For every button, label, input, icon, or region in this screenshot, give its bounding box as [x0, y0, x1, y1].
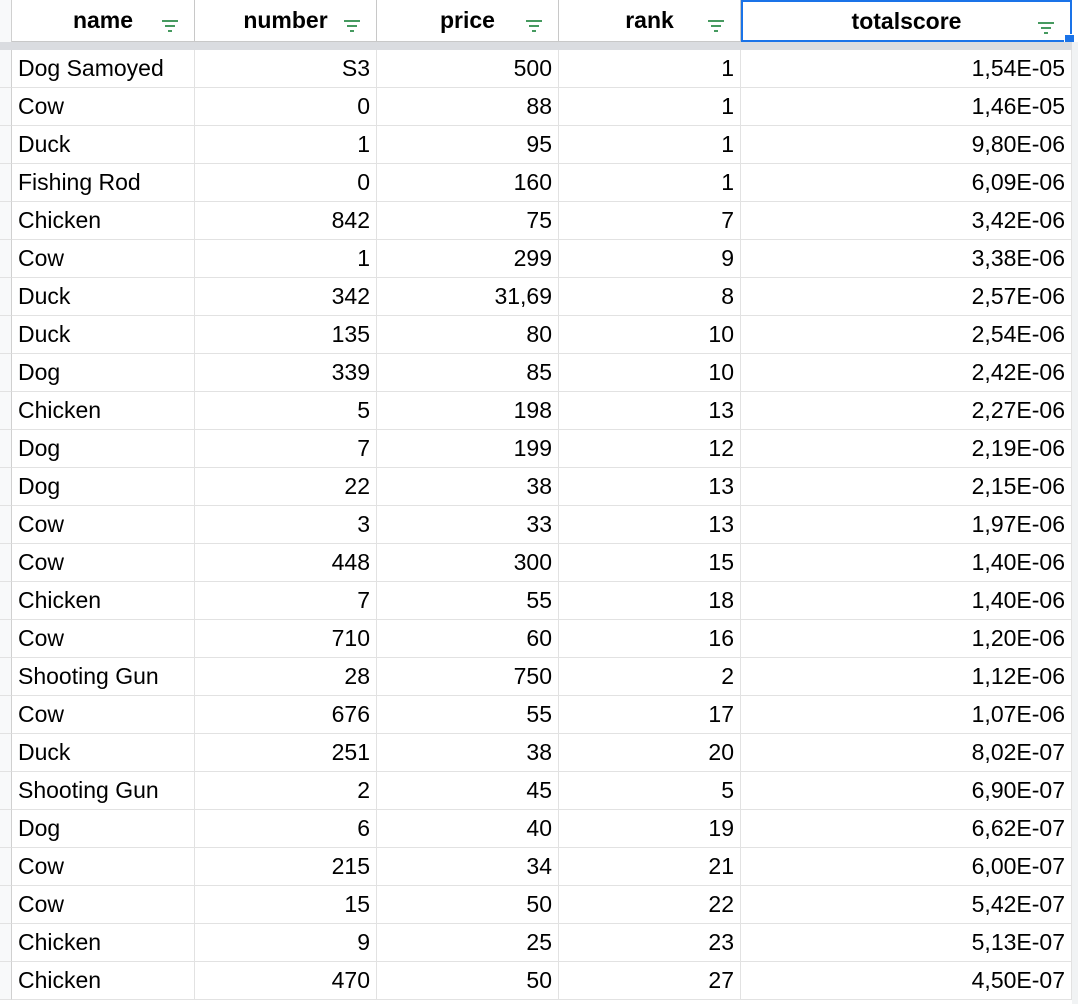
- row-header[interactable]: [0, 468, 12, 506]
- table-row: [0, 506, 1078, 544]
- column-header-totalscore[interactable]: [741, 0, 1072, 42]
- row-header[interactable]: [0, 582, 12, 620]
- table-row: [0, 544, 1078, 582]
- table-row: [0, 734, 1078, 772]
- cell-price[interactable]: 88: [377, 88, 559, 126]
- cell-name[interactable]: Duck: [12, 126, 195, 164]
- cell-price[interactable]: 45: [377, 772, 559, 810]
- table-row: [0, 962, 1078, 1000]
- filter-icon[interactable]: [342, 13, 362, 29]
- table-row: [0, 658, 1078, 696]
- row-header[interactable]: [0, 392, 12, 430]
- cell-price[interactable]: 55: [377, 582, 559, 620]
- cell-rank[interactable]: 1: [559, 126, 741, 164]
- cell-name[interactable]: Chicken: [12, 202, 195, 240]
- cell-number[interactable]: 2: [195, 772, 377, 810]
- table-row: [0, 126, 1078, 164]
- cell-rank[interactable]: 22: [559, 886, 741, 924]
- cell-number[interactable]: 0: [195, 164, 377, 202]
- table-row: [0, 430, 1078, 468]
- cell-name[interactable]: Chicken: [12, 392, 195, 430]
- cell-totalscore[interactable]: 1,07E-06: [741, 696, 1072, 734]
- cell-totalscore[interactable]: 1,46E-05: [741, 88, 1072, 126]
- cell-rank[interactable]: 12: [559, 430, 741, 468]
- column-header-number[interactable]: [195, 0, 377, 42]
- column-header-rank[interactable]: [559, 0, 741, 42]
- cell-number[interactable]: 339: [195, 354, 377, 392]
- column-header-label: price: [440, 7, 495, 33]
- cell-rank[interactable]: 10: [559, 316, 741, 354]
- cell-number[interactable]: 0: [195, 88, 377, 126]
- cell-totalscore[interactable]: 9,80E-06: [741, 126, 1072, 164]
- cell-number[interactable]: 1: [195, 126, 377, 164]
- cell-rank[interactable]: 1: [559, 88, 741, 126]
- cell-price[interactable]: 38: [377, 734, 559, 772]
- cell-rank[interactable]: 19: [559, 810, 741, 848]
- cell-rank[interactable]: 13: [559, 392, 741, 430]
- cell-number[interactable]: 22: [195, 468, 377, 506]
- cell-number[interactable]: 448: [195, 544, 377, 582]
- cell-number[interactable]: 470: [195, 962, 377, 1000]
- row-header[interactable]: [0, 126, 12, 164]
- cell-number[interactable]: 3: [195, 506, 377, 544]
- cell-price[interactable]: 34: [377, 848, 559, 886]
- cell-number[interactable]: 28: [195, 658, 377, 696]
- table-row: [0, 392, 1078, 430]
- cell-number[interactable]: 135: [195, 316, 377, 354]
- cell-rank[interactable]: 9: [559, 240, 741, 278]
- cell-name[interactable]: Cow: [12, 506, 195, 544]
- table-row: [0, 240, 1078, 278]
- table-row: [0, 848, 1078, 886]
- filter-icon[interactable]: [524, 13, 544, 29]
- cell-name[interactable]: Dog Samoyed: [12, 50, 195, 88]
- cell-name[interactable]: Dog: [12, 468, 195, 506]
- row-header-corner[interactable]: [0, 0, 12, 42]
- cell-rank[interactable]: 20: [559, 734, 741, 772]
- row-header[interactable]: [0, 202, 12, 240]
- cell-totalscore[interactable]: 6,00E-07: [741, 848, 1072, 886]
- row-header[interactable]: [0, 430, 12, 468]
- cell-totalscore[interactable]: 1,54E-05: [741, 50, 1072, 88]
- cell-totalscore[interactable]: 2,15E-06: [741, 468, 1072, 506]
- table-row: [0, 772, 1078, 810]
- cell-price[interactable]: 80: [377, 316, 559, 354]
- table-row: [0, 202, 1078, 240]
- cell-rank[interactable]: 8: [559, 278, 741, 316]
- cell-rank[interactable]: 5: [559, 772, 741, 810]
- cell-rank[interactable]: 16: [559, 620, 741, 658]
- cell-price[interactable]: 198: [377, 392, 559, 430]
- row-header[interactable]: [0, 164, 12, 202]
- filter-icon[interactable]: [706, 13, 726, 29]
- cell-rank[interactable]: 15: [559, 544, 741, 582]
- cell-rank[interactable]: 1: [559, 164, 741, 202]
- cell-totalscore[interactable]: 1,20E-06: [741, 620, 1072, 658]
- table-row: [0, 582, 1078, 620]
- cell-name[interactable]: Cow: [12, 544, 195, 582]
- row-header[interactable]: [0, 506, 12, 544]
- cell-name[interactable]: Dog: [12, 354, 195, 392]
- cell-name[interactable]: Dog: [12, 810, 195, 848]
- row-header[interactable]: [0, 278, 12, 316]
- row-header[interactable]: [0, 810, 12, 848]
- cell-totalscore[interactable]: 2,57E-06: [741, 278, 1072, 316]
- data-rows: [0, 50, 1078, 1000]
- table-row: [0, 50, 1078, 88]
- cell-number[interactable]: 251: [195, 734, 377, 772]
- cell-price[interactable]: 85: [377, 354, 559, 392]
- cell-totalscore[interactable]: 2,27E-06: [741, 392, 1072, 430]
- cell-price[interactable]: 95: [377, 126, 559, 164]
- cell-totalscore[interactable]: 8,02E-07: [741, 734, 1072, 772]
- frozen-row-divider[interactable]: [0, 42, 1078, 50]
- filter-icon[interactable]: [160, 13, 180, 29]
- cell-name[interactable]: Duck: [12, 734, 195, 772]
- cell-totalscore[interactable]: 6,90E-07: [741, 772, 1072, 810]
- cell-number[interactable]: 6: [195, 810, 377, 848]
- row-header[interactable]: [0, 658, 12, 696]
- column-header-price[interactable]: [377, 0, 559, 42]
- cell-price[interactable]: 50: [377, 962, 559, 1000]
- cell-price[interactable]: 75: [377, 202, 559, 240]
- table-row: [0, 88, 1078, 126]
- column-header-label: totalscore: [851, 7, 962, 34]
- row-header[interactable]: [0, 240, 12, 278]
- cell-price[interactable]: 160: [377, 164, 559, 202]
- row-header[interactable]: [0, 772, 12, 810]
- cell-price[interactable]: 500: [377, 50, 559, 88]
- cell-rank[interactable]: 2: [559, 658, 741, 696]
- cell-price[interactable]: 33: [377, 506, 559, 544]
- row-header[interactable]: [0, 620, 12, 658]
- cell-price[interactable]: 40: [377, 810, 559, 848]
- cell-price[interactable]: 55: [377, 696, 559, 734]
- table-row: [0, 164, 1078, 202]
- cell-rank[interactable]: 18: [559, 582, 741, 620]
- filter-icon[interactable]: [1036, 15, 1056, 31]
- cell-name[interactable]: Chicken: [12, 962, 195, 1000]
- cell-totalscore[interactable]: 2,19E-06: [741, 430, 1072, 468]
- cell-rank[interactable]: 1: [559, 50, 741, 88]
- row-header[interactable]: [0, 848, 12, 886]
- row-header[interactable]: [0, 924, 12, 962]
- cell-rank[interactable]: 17: [559, 696, 741, 734]
- cell-totalscore[interactable]: 4,50E-07: [741, 962, 1072, 1000]
- cell-price[interactable]: 25: [377, 924, 559, 962]
- table-row: [0, 316, 1078, 354]
- cell-name[interactable]: Fishing Rod: [12, 164, 195, 202]
- cell-totalscore[interactable]: 6,62E-07: [741, 810, 1072, 848]
- cell-name[interactable]: Chicken: [12, 582, 195, 620]
- cell-price[interactable]: 750: [377, 658, 559, 696]
- cell-name[interactable]: Shooting Gun: [12, 772, 195, 810]
- cell-rank[interactable]: 23: [559, 924, 741, 962]
- cell-totalscore[interactable]: 3,38E-06: [741, 240, 1072, 278]
- table-row: [0, 620, 1078, 658]
- row-header[interactable]: [0, 962, 12, 1000]
- cell-number[interactable]: 1: [195, 240, 377, 278]
- cell-totalscore[interactable]: 3,42E-06: [741, 202, 1072, 240]
- cell-number[interactable]: 7: [195, 582, 377, 620]
- column-header-label: rank: [625, 7, 674, 33]
- cell-name[interactable]: Shooting Gun: [12, 658, 195, 696]
- row-header[interactable]: [0, 354, 12, 392]
- cell-totalscore[interactable]: 1,40E-06: [741, 544, 1072, 582]
- table-row: [0, 924, 1078, 962]
- cell-number[interactable]: 215: [195, 848, 377, 886]
- cell-totalscore[interactable]: 1,97E-06: [741, 506, 1072, 544]
- cell-totalscore[interactable]: 2,54E-06: [741, 316, 1072, 354]
- cell-price[interactable]: 60: [377, 620, 559, 658]
- cell-price[interactable]: 300: [377, 544, 559, 582]
- cell-number[interactable]: 842: [195, 202, 377, 240]
- table-row: [0, 696, 1078, 734]
- cell-totalscore[interactable]: 6,09E-06: [741, 164, 1072, 202]
- cell-name[interactable]: Duck: [12, 316, 195, 354]
- column-header-name[interactable]: [12, 0, 195, 42]
- cell-name[interactable]: Cow: [12, 620, 195, 658]
- column-header-label: number: [243, 7, 328, 33]
- row-header[interactable]: [0, 696, 12, 734]
- header-row: [0, 0, 1078, 42]
- cell-name[interactable]: Cow: [12, 88, 195, 126]
- column-header-label: name: [72, 7, 134, 33]
- cell-price[interactable]: 199: [377, 430, 559, 468]
- cell-rank[interactable]: 13: [559, 468, 741, 506]
- cell-number[interactable]: S3: [195, 50, 377, 88]
- cell-rank[interactable]: 13: [559, 506, 741, 544]
- cell-number[interactable]: 15: [195, 886, 377, 924]
- cell-name[interactable]: Dog: [12, 430, 195, 468]
- table-row: [0, 354, 1078, 392]
- cell-price[interactable]: 50: [377, 886, 559, 924]
- table-row: [0, 468, 1078, 506]
- row-header[interactable]: [0, 734, 12, 772]
- row-header[interactable]: [0, 886, 12, 924]
- cell-price[interactable]: 31,69: [377, 278, 559, 316]
- cell-rank[interactable]: 10: [559, 354, 741, 392]
- vertical-scrollbar-track[interactable]: [1072, 42, 1078, 1004]
- cell-number[interactable]: 676: [195, 696, 377, 734]
- cell-name[interactable]: Duck: [12, 278, 195, 316]
- row-header[interactable]: [0, 544, 12, 582]
- cell-rank[interactable]: 21: [559, 848, 741, 886]
- table-row: [0, 886, 1078, 924]
- cell-number[interactable]: 5: [195, 392, 377, 430]
- cell-rank[interactable]: 7: [559, 202, 741, 240]
- cell-totalscore[interactable]: 2,42E-06: [741, 354, 1072, 392]
- cell-price[interactable]: 38: [377, 468, 559, 506]
- table-row: [0, 810, 1078, 848]
- cell-totalscore[interactable]: 5,13E-07: [741, 924, 1072, 962]
- cell-number[interactable]: 7: [195, 430, 377, 468]
- cell-name[interactable]: Cow: [12, 696, 195, 734]
- row-header[interactable]: [0, 316, 12, 354]
- cell-totalscore[interactable]: 1,12E-06: [741, 658, 1072, 696]
- cell-price[interactable]: 299: [377, 240, 559, 278]
- cell-rank[interactable]: 27: [559, 962, 741, 1000]
- cell-name[interactable]: Cow: [12, 240, 195, 278]
- cell-number[interactable]: 342: [195, 278, 377, 316]
- cell-name[interactable]: Chicken: [12, 924, 195, 962]
- cell-totalscore[interactable]: 5,42E-07: [741, 886, 1072, 924]
- cell-name[interactable]: Cow: [12, 886, 195, 924]
- cell-name[interactable]: Cow: [12, 848, 195, 886]
- row-header[interactable]: [0, 50, 12, 88]
- cell-totalscore[interactable]: 1,40E-06: [741, 582, 1072, 620]
- cell-number[interactable]: 710: [195, 620, 377, 658]
- row-header[interactable]: [0, 88, 12, 126]
- table-row: [0, 278, 1078, 316]
- cell-number[interactable]: 9: [195, 924, 377, 962]
